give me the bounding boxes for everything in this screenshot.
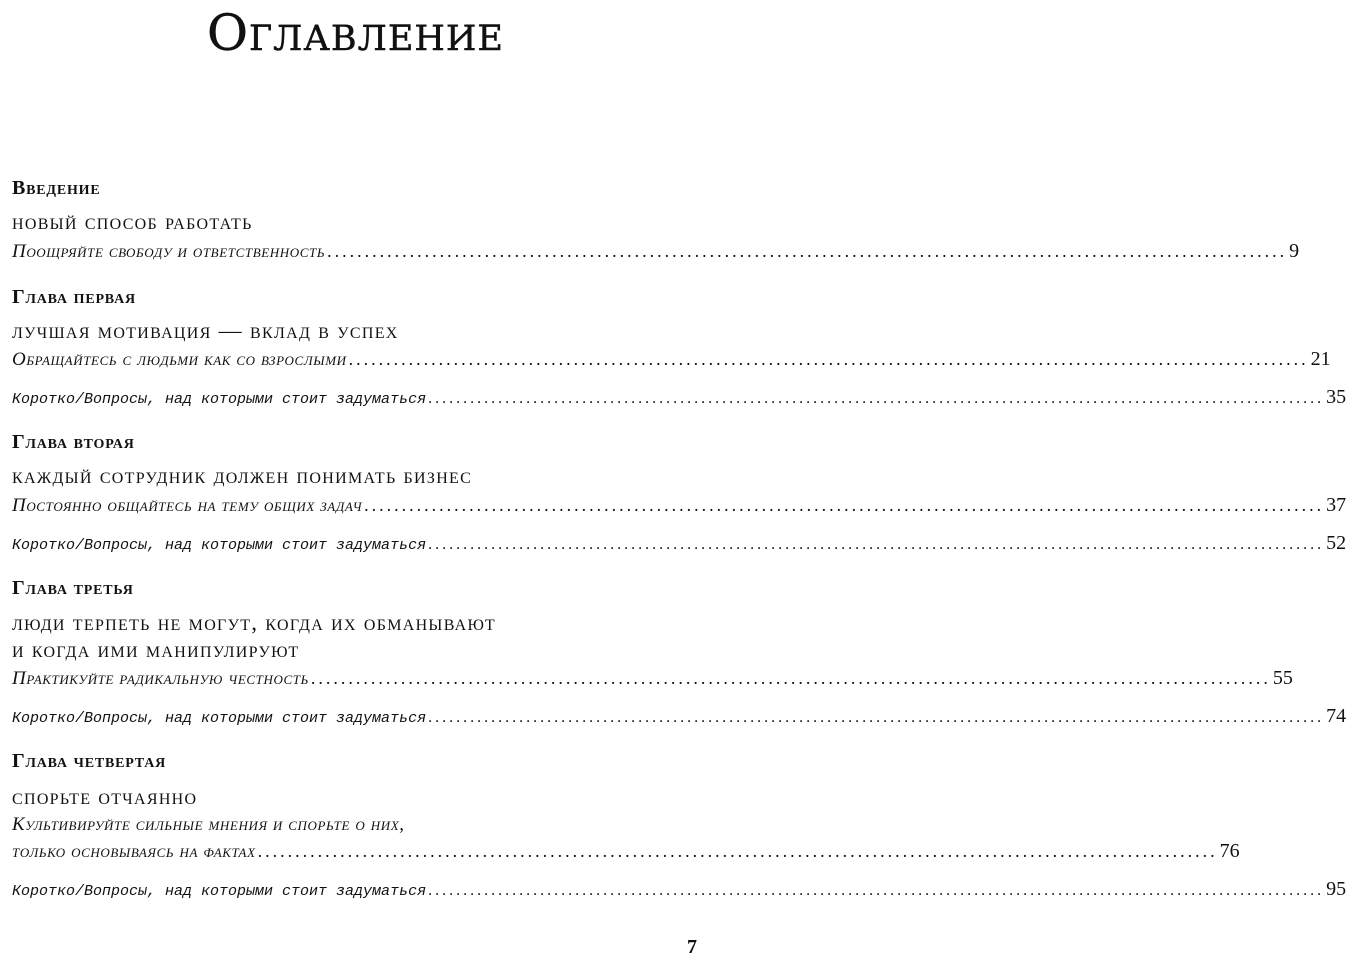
page-number: 55	[1272, 667, 1293, 689]
page-number: 95	[1326, 878, 1346, 900]
folio-page-number: 7	[687, 936, 697, 958]
section-label: Глава четвертая	[12, 750, 167, 772]
section-label: Глава вторая	[12, 431, 135, 453]
dot-leader: ................................................................................................................................	[257, 841, 1218, 861]
toc-entry[interactable]	[12, 667, 1293, 690]
entry-text: Коротко/Вопросы, над которыми стоит задуматься	[12, 883, 427, 900]
page-number: 35	[1326, 386, 1346, 408]
page-title: Оглавление	[207, 4, 504, 62]
dot-leader: ................................................................................................................................	[428, 882, 1325, 899]
dot-leader: ................................................................................................................................	[428, 709, 1325, 726]
toc-entry[interactable]	[12, 532, 1346, 555]
toc-entry[interactable]	[12, 386, 1346, 409]
dot-leader: ................................................................................................................................	[310, 668, 1271, 688]
chapter-title: лучшая мотивация — вклад в успех	[12, 318, 399, 343]
entry-text: Коротко/Вопросы, над которыми стоит задуматься	[12, 710, 427, 727]
chapter-title: спорьте отчаянно	[12, 784, 198, 809]
chapter-title: люди терпеть не могут, когда их обманывают	[12, 610, 496, 635]
entry-text: Коротко/Вопросы, над которыми стоит задуматься	[12, 391, 427, 408]
dot-leader: ................................................................................................................................	[364, 495, 1325, 515]
page-number: 37	[1326, 494, 1346, 516]
section-label: Глава первая	[12, 286, 136, 308]
entry-text: Постоянно общайтесь на тему общих задач	[12, 495, 363, 516]
chapter-title: новый способ работать	[12, 209, 253, 234]
section-label: Введение	[12, 177, 101, 199]
dot-leader: ................................................................................................................................	[327, 241, 1288, 261]
page-number: 52	[1326, 532, 1346, 554]
entry-text: Поощряйте свободу и ответственность	[12, 241, 326, 262]
chapter-title: и когда ими манипулируют	[12, 637, 300, 662]
section-label: Глава третья	[12, 577, 134, 599]
page-number: 74	[1326, 705, 1346, 727]
entry-text-first-line: Культивируйте сильные мнения и спорьте о них,	[12, 814, 405, 835]
entry-text: Обращайтесь с людьми как со взрослыми	[12, 349, 347, 370]
entry-text: Коротко/Вопросы, над которыми стоит задуматься	[12, 537, 427, 554]
toc-entry[interactable]	[12, 348, 1331, 371]
toc-entry[interactable]	[12, 240, 1300, 263]
page-number: 21	[1310, 348, 1331, 370]
toc-entry[interactable]	[12, 494, 1346, 517]
entry-text: только основываясь на фактах	[12, 841, 256, 862]
entry-text: Практикуйте радикальную честность	[12, 668, 309, 689]
toc-entry[interactable]	[12, 840, 1240, 863]
page-number: 9	[1289, 240, 1300, 262]
toc-entry[interactable]	[12, 878, 1346, 901]
toc-entry[interactable]	[12, 705, 1346, 728]
chapter-title: каждый сотрудник должен понимать бизнес	[12, 463, 473, 488]
dot-leader: ................................................................................................................................	[428, 536, 1325, 553]
dot-leader: ................................................................................................................................	[428, 390, 1325, 407]
dot-leader: ................................................................................................................................	[348, 349, 1309, 369]
page-number: 76	[1219, 840, 1240, 862]
